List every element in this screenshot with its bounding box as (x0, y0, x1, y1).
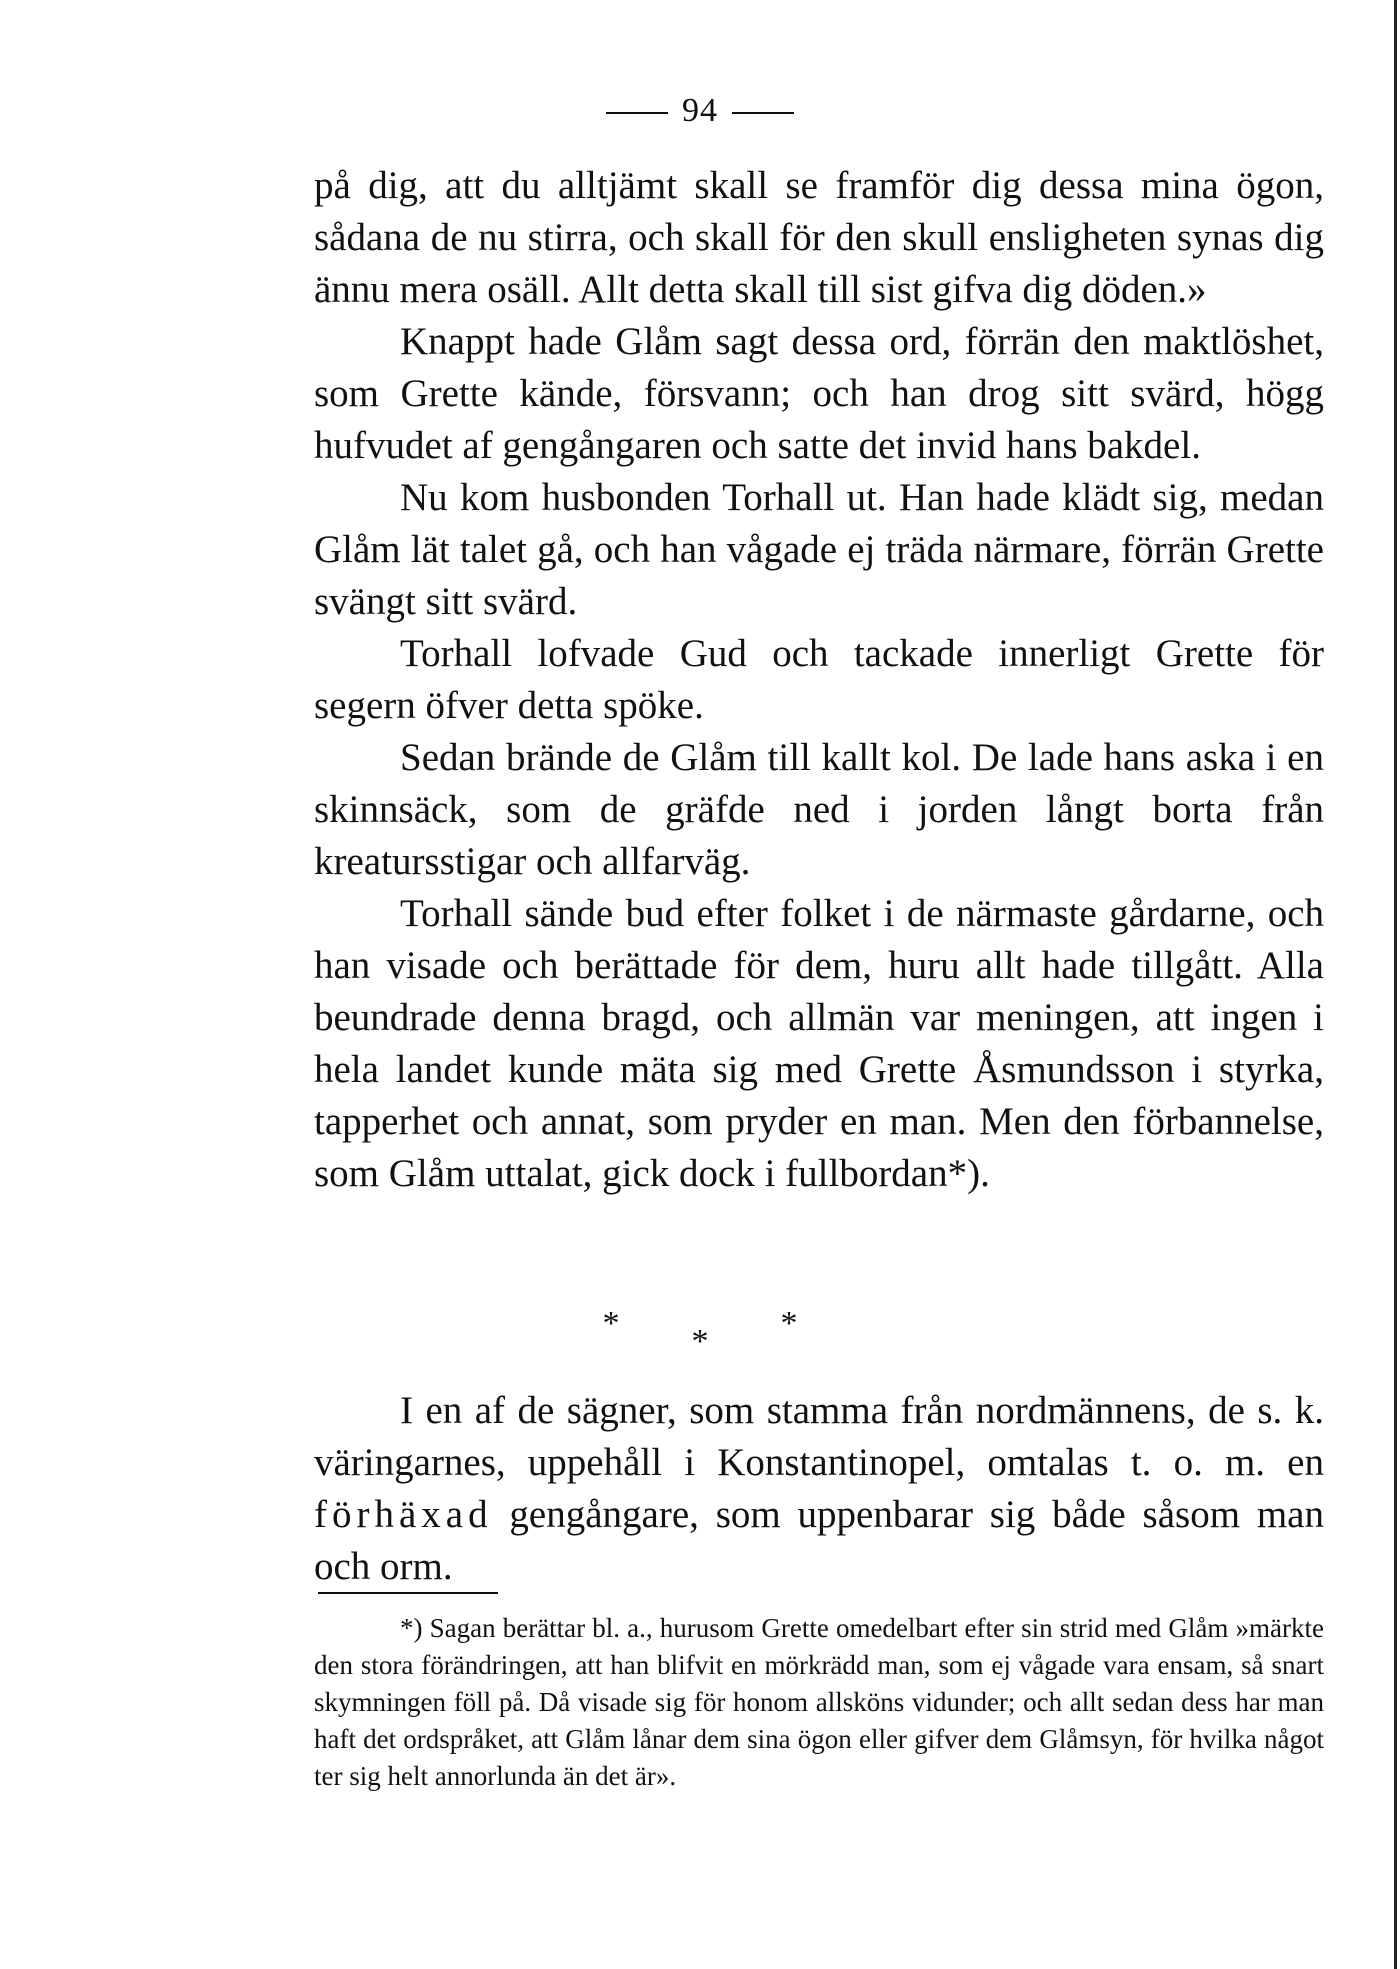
footnote-text: *) Sagan berättar bl. a., hurusom Grette omedelbart efter sin strid med Glåm »märkte den stora förändringen, att han blifvit en mörkrädd man, som ej vågade vara ensam, så snart skymningen föll på. Då visade sig för honom allsköns vidunder; och allt sedan dess har man haft det ordspråket, att Glåm lånar dem sina ögon eller gifver dem Glåmsyn, för hvilka något ter sig helt annorlunda än det är». (314, 1613, 1324, 1791)
footnote (314, 1610, 1324, 1795)
asterisk: * (691, 1323, 709, 1360)
folio-dash-right (732, 112, 794, 114)
page-number-text: 94 (682, 92, 718, 129)
paragraph: Torhall lofvade Gud och tackade innerligt Grette för segern öfver detta spöke. (314, 632, 1324, 727)
page-edge-rule (1394, 0, 1397, 1969)
paragraph (314, 1385, 1324, 1593)
paragraph: Knappt hade Glåm sagt dessa ord, förrän den maktlöshet, som Grette kände, försvann; och han drog sitt svärd, högg hufvudet af gengångaren och satte det invid hans bakdel. (314, 320, 1324, 467)
paragraph-text: gengångare, som uppenbarar sig både såsom man och orm. (314, 1493, 1324, 1588)
footnote-rule (318, 1592, 498, 1594)
paragraph: Torhall sände bud efter folket i de närmaste gårdarne, och han visade och berättade för dem, huru allt hade tillgått. Alla beundrade denna bragd, och allmän var meningen, att ingen i hela landet kunde mäta sig med Grette Åsmundsson i styrka, tapperhet och annat, som pryder en man. Men den förbannelse, som Glåm uttalat, gick dock i fullbordan*). (314, 892, 1324, 1195)
section-two-text (314, 1385, 1324, 1593)
paragraph: på dig, att du alltjämt skall se framför dig dessa mina ögon, sådana de nu stirra, och skall för den skull ensligheten synas dig ännu mera osäll. Allt detta skall till sist gifva dig döden.» (314, 164, 1324, 311)
folio-dash-left (606, 112, 668, 114)
main-text (314, 160, 1324, 1200)
paragraph: Nu kom husbonden Torhall ut. Han hade klädt sig, medan Glåm lät talet gå, och han vågade ej träda närmare, förrän Grette svängt sitt svärd. (314, 476, 1324, 623)
spaced-emphasis: förhäxad (314, 1493, 493, 1536)
paragraph: Sedan brände de Glåm till kallt kol. De lade hans aska i en skinnsäck, som de gräfde ned i jorden långt borta från kreatursstigar och allfarväg. (314, 736, 1324, 883)
asterisk: * (780, 1305, 798, 1342)
asterisk: * (602, 1305, 620, 1342)
paragraph-text: I en af de sägner, som stamma från nordmännens, de s. k. väringarnes, uppehåll i Konstantinopel, omtalas t. o. m. en (314, 1389, 1324, 1484)
page-number (0, 92, 1400, 130)
section-separator (0, 1305, 1400, 1360)
